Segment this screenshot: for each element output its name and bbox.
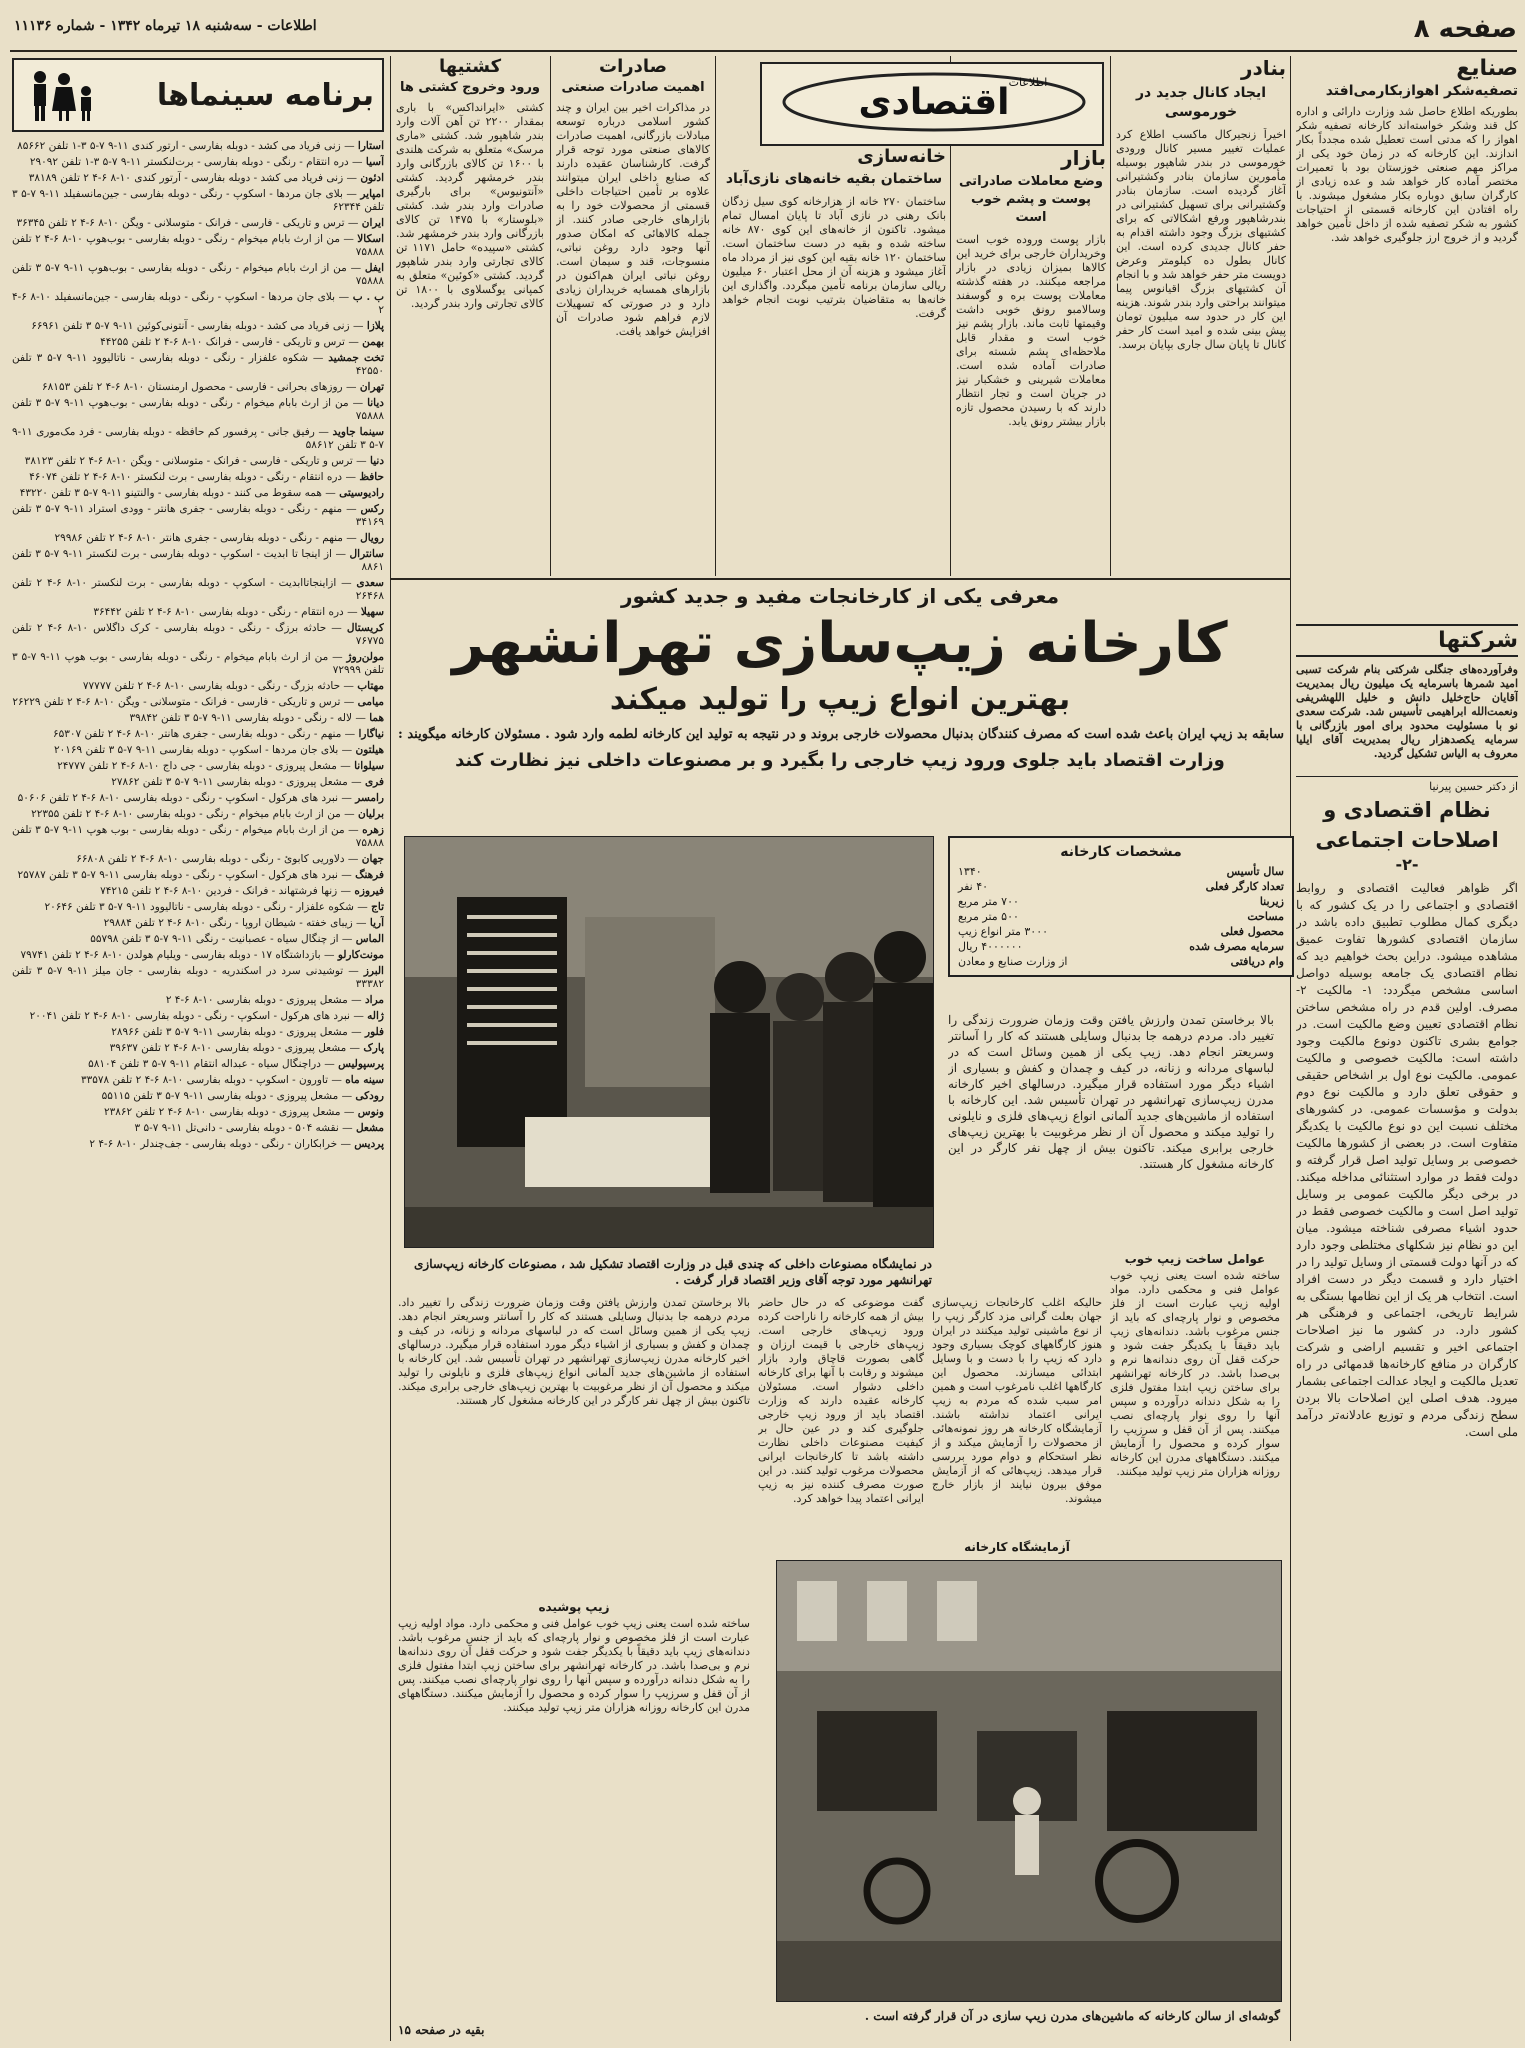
spec-value: ۴۰۰۰۰۰۰ ریال <box>958 940 1023 953</box>
cinema-name: دیانا <box>367 397 384 409</box>
cinema-listing: الماس — از چنگال سیاه - عصبانیت - رنگی ۱۱-۹ ۷-۵ ۳ تلفن ۵۵۷۹۸ <box>90 933 384 945</box>
cinema-name: ژاله <box>367 1010 384 1022</box>
cinema-name: مهتاب <box>357 680 384 692</box>
feature-lower-mid-right <box>932 1296 1102 1557</box>
cinema-listing: سیلوانا — مشعل پیروزی - دوبله بفارسی - جی داج ۱۰-۸ ۶-۴ ۲ تلفن ۲۴۷۷۷ <box>57 760 384 772</box>
cinema-program: نبرد های هرکول - اسکوپ - رنگی - دوبله بفارسی ۱۱-۹ ۷-۵ ۳ تلفن ۲۵۷۸۷ <box>17 869 338 881</box>
cinema-name: جهان <box>361 853 384 865</box>
cinema-name: ادئون <box>360 172 384 184</box>
spec-row <box>958 909 1284 924</box>
cinema-program: زنی فریاد می کشد - دوبله بفارسی - آنتونی‌کوئین ۱۱-۹ ۷-۵ ۳ تلفن ۶۶۹۶۱ <box>31 320 350 332</box>
cinema-listing: سهیلا — دره انتقام - رنگی - دوبله بفارسی ۱۰-۸ ۶-۴ ۲ تلفن ۳۶۴۴۲ <box>93 606 384 618</box>
cinema-name: رویال <box>360 532 384 544</box>
industries-headline: تصفیه‌شکر اهوازبکارمی‌افتد <box>1325 83 1518 99</box>
cinema-program: منهم - رنگی - دوبله بفارسی - جفری هانتر - وودی استراد ۱۱-۹ ۷-۵ ۳ تلفن ۳۴۱۶۹ <box>12 503 384 528</box>
cinema-listing: دیانا — من از ارث بابام میخوام - رنگی - دوبله بفارسی - بوب‌هوپ ۱۱-۹ ۷-۵ ۳ تلفن ۷۵۸۸۸ <box>12 397 384 422</box>
essay-byline: از دکتر حسین پیرنیا <box>1296 776 1518 793</box>
cinema-title: برنامه سینماها <box>156 77 374 113</box>
housing-title: خانه‌سازی <box>857 146 946 167</box>
cinema-listing: رادیوسیتی — همه سقوط می کنند - دوبله بفارسی - والنتینو ۱۱-۹ ۷-۵ ۳ تلفن ۴۳۲۲۰ <box>19 487 384 499</box>
cinema-name: سیلوانا <box>354 760 384 772</box>
cinema-listing: کریستال — حادثه برزگ - رنگی - دوبله بفارسی - کرک داگلاس ۱۰-۸ ۶-۴ ۲ تلفن ۷۶۷۷۵ <box>12 622 384 647</box>
cinema-program: توشیدنی سرد در اسکندریه - دوبله بفارسی - جان میلز ۱۱-۹ ۷-۵ ۳ تلفن ۳۳۳۸۲ <box>12 965 384 990</box>
essay-part: -۲- <box>1395 855 1419 874</box>
housing-headline: ساختمان بقیه خانه‌های نازی‌آباد <box>725 171 943 187</box>
cinema-listing: آستارا — زنی فریاد می کشد - دوبله بفارسی - آرتور کندی ۱۱-۹ ۷-۵ ۳-۱ تلفن ۸۵۶۶۲ <box>17 140 384 152</box>
cinema-listing: پلازا — زنی فریاد می کشد - دوبله بفارسی - آنتونی‌کوئین ۱۱-۹ ۷-۵ ۳ تلفن ۶۶۹۶۱ <box>31 320 384 332</box>
cinema-listing: ادئون — زنی فریاد می کشد - دوبله بفارسی - آرتور کندی ۱۰-۸ ۶-۴ ۲ تلفن ۳۸۱۸۹ <box>28 172 384 184</box>
spec-value: ۷۰۰ متر مربع <box>958 895 1019 908</box>
cinema-program: بلای جان مردها - اسکوپ - دوبله بفارسی ۱۱-۹ ۷-۵ ۳ تلفن ۲۰۱۶۹ <box>53 744 339 756</box>
cinema-name: پرسپولیس <box>338 1058 384 1070</box>
cinema-listing: فری — مشعل پیروزی - دوبله بفارسی ۱۱-۹ ۷-۵ ۳ تلفن ۲۷۸۶۲ <box>111 776 384 788</box>
spec-value: ۳۰۰۰ متر انواع زیپ <box>958 925 1049 938</box>
cinema-program: روزهای بحرانی - فارسی - محصول ارمنستان ۱۰-۸ ۶-۴ ۲ تلفن ۶۸۱۵۳ <box>42 381 343 393</box>
cinema-program: حادثه برزگ - رنگی - دوبله بفارسی - کرک داگلاس ۱۰-۸ ۶-۴ ۲ تلفن ۷۶۷۷۵ <box>12 622 384 647</box>
cinema-name: برلیان <box>358 808 384 820</box>
cinema-name: سانترال <box>349 548 384 560</box>
cinema-listing: هما — لاله - رنگی - دوبله بفارسی ۱۱-۹ ۷-۵ ۳ تلفن ۳۹۸۴۲ <box>129 712 384 724</box>
cinema-name: آستارا <box>357 140 384 152</box>
economy-masthead <box>760 62 1104 146</box>
cinema-listing: تخت جمشید — شکوه علفزار - رنگی - دوبله بفارسی - ناتالیوود ۱۱-۹ ۷-۵ ۳ تلفن ۴۲۵۵۰ <box>12 352 384 377</box>
cinema-name: اسکالا <box>357 233 384 245</box>
specs-list <box>958 864 1284 969</box>
industries-section <box>1296 56 1518 509</box>
cinema-name: کریستال <box>346 622 384 634</box>
family-silhouette-icon <box>22 67 102 123</box>
cinema-program: زنی فریاد می کشد - دوبله بفارسی - آرتور کندی ۱۱-۹ ۷-۵ ۳-۱ تلفن ۸۵۶۶۲ <box>17 140 341 152</box>
cinema-listing: زهره — من از ارث بابام میخوام - رنگی - دوبله بفارسی - بوب هوپ ۱۱-۹ ۷-۵ ۳ تلفن ۷۵۸۸۸ <box>12 824 384 849</box>
cinema-name: بهمن <box>362 336 384 348</box>
cinema-program: منهم - رنگی - دوبله بفارسی - جفری هانتر ۱۰-۸ ۶-۴ ۲ تلفن ۶۵۳۰۷ <box>52 728 342 740</box>
companies-body: وفرآورده‌های جنگلی شرکتی بنام شرکت تسبی امید شمرها باسرمایه یک میلیون ریال بمدیریت آقایان حاج‌خلیل دانش و خلیل اللهشریفی ونعمت‌الله ابراهیمی تأسیس شد. شرکت سعدی نو با مسئولیت محدود برای امور بازرگانی با سرمایه یکصدهزار ریال بمدیریت آقای ایلیا معروف به الیاس تشکیل گردید. <box>1296 663 1518 760</box>
cinema-listing: حافظ — دره انتقام - رنگی - دوبله بفارسی - برت لنکستر ۱۰-۸ ۶-۴ ۲ تلفن ۴۶۰۷۴ <box>29 471 384 483</box>
cinema-program: مشعل پیروزی - دوبله بفارسی ۱۱-۹ ۷-۵ ۳ تلفن ۲۸۹۶۶ <box>111 1026 348 1038</box>
cinema-listing: پارک — مشعل پیروزی - دوبله بفارسی ۱۰-۸ ۶-۴ ۲ تلفن ۳۹۶۳۷ <box>109 1042 384 1054</box>
cinema-program: حادثه بزرگ - رنگی - دوبله بفارسی ۱۰-۸ ۶-۴ ۲ تلفن ۷۷۷۷۷ <box>82 680 341 692</box>
cinema-name: رامسر <box>355 792 384 804</box>
cinema-name: تهران <box>359 381 384 393</box>
cinema-name: سینما جاوید <box>332 426 384 438</box>
cinema-name: تخت جمشید <box>328 352 384 364</box>
cinema-listing: ژاله — نبرد های هرکول - اسکوپ - رنگی - دوبله بفارسی ۱۰-۸ ۶-۴ ۲ تلفن ۲۰۰۴۱ <box>29 1010 384 1022</box>
cinema-program: مشعل پیروزی - دوبله بفارسی - جی داج ۱۰-۸ ۶-۴ ۲ تلفن ۲۴۷۷۷ <box>57 760 337 772</box>
cinema-program: مشعل پیروزی - دوبله بفارسی ۱۱-۹ ۷-۵ ۳ تلفن ۵۵۱۱۵ <box>101 1090 339 1102</box>
factory-floor-caption: گوشه‌ای از سالن کارخانه که ماشین‌های مدرن زیپ سازی در آن قرار گرفته است . <box>864 2009 1280 2023</box>
spec-label: زیربنا <box>1259 895 1284 908</box>
cinema-name: البرز <box>363 965 384 977</box>
cinema-program: بازداشتگاه ۱۷ - دوبله بفارسی - ویلیام هولدن ۱۰-۸ ۶-۴ ۲ تلفن ۷۹۷۴۱ <box>20 949 321 961</box>
feature-lower-left <box>398 1296 750 2037</box>
shipping-headline: ورود وخروج کشتی ها <box>399 80 541 95</box>
spec-value: ۴۰ نفر <box>958 880 989 893</box>
feature-col2-continued: ساخته شده است یعنی زیپ خوب عوامل فنی و محکمی دارد. مواد اولیه زیپ عبارت است از فلز مخصوص و نوار پارچه‌ای که باید از جنس مرغوب باشد. دندانه‌های زیپ باید دقیقاً با یکدیگر جفت شود و حرکت قفل آن روی دندانه‌ها نرم و بی‌صدا باشد. در کارخانه تهرانشهر برای ساختن زیپ ابتدا مفتول فلزی را به شکل دندانه درآورده و سپس آنها را روی نوار پارچه‌ای نصب میکنند. پس از آن قفل و سرزیپ را سوار کرده و محصول را آزمایش میکنند. دستگاههای مدرن این کارخانه روزانه هزاران متر زیپ تولید میکنند. <box>398 1617 750 1714</box>
dateline: اطلاعات - سه‌شنبه ۱۸ تیرماه ۱۳۴۲ - شماره ۱۱۱۳۶ <box>14 18 317 34</box>
cinema-program: ترس و تاریکی - فارسی - فرانک - متوسلانی - ویگن ۱۰-۸ ۶-۴ ۲ تلفن ۳۸۱۲۳ <box>24 455 353 467</box>
spec-value: ۱۳۴۰ <box>958 865 982 878</box>
cinema-program: خرابکاران - رنگی - دوبله بفارسی - جف‌چندلر ۱۰-۸ ۶-۴ ۲ <box>89 1138 338 1150</box>
cinema-listing: بهمن — ترس و تاریکی - فارسی - فرانک ۱۰-۸ ۶-۴ ۲ تلفن ۴۴۲۵۵ <box>100 336 384 348</box>
cinema-listing: جهان — دلاوریی کابوئ - رنگی - دوبله بفارسی ۱۰-۸ ۶-۴ ۲ تلفن ۶۶۸۰۸ <box>76 853 384 865</box>
cinema-name: رکس <box>360 503 384 515</box>
exports-section <box>556 56 710 549</box>
cinema-listing: سعدی — ازاینجاتاابدیت - اسکوپ - دوبله بفارسی - برت لنکستر ۱۰-۸ ۶-۴ ۲ تلفن ۲۶۴۶۸ <box>12 577 384 602</box>
bazaar-headline: وضع معاملات صادراتی پوست و پشم خوب است <box>959 174 1103 225</box>
cinema-program: بلای جان مردها - اسکوپ - رنگی - دوبله بفارسی - جین‌مانسفیلد ۱۱-۹ ۷-۵ ۳ تلفن ۶۲۳۴۴ <box>12 188 384 213</box>
cinema-listing: ایران — ترس و تاریکی - فارسی - فرانک - متوسلانی - ویگن ۱۰-۸ ۶-۴ ۲ تلفن ۳۶۳۴۵ <box>16 217 384 229</box>
cinema-name: دنیا <box>370 455 384 467</box>
cinema-listing: برلیان — من از ارث بابام میخوام - رنگی - دوبله بفارسی ۱۰-۸ ۶-۴ ۲ تلفن ۲۲۳۵۵ <box>31 808 384 820</box>
cinema-program: ترس و تاریکی - فارسی - فرانک - متوسلانی - ویگن ۱۰-۸ ۶-۴ ۲ تلفن ۳۶۳۴۵ <box>16 217 345 229</box>
cinema-listing: آسیا — دره انتقام - رنگی - دوبله بفارسی - برت‌لنکستر ۱۱-۹ ۷-۵ ۳-۱ تلفن ۲۹۰۹۲ <box>29 156 384 168</box>
cinema-name: نیاگارا <box>358 728 384 740</box>
cinema-listing: مشعل — نقشه ۵۰۴ - دوبله بفارسی - دانی‌تل ۱۱-۹ ۷-۵ ۳ <box>134 1122 384 1134</box>
cinema-name: هما <box>369 712 384 724</box>
cinema-list <box>12 140 384 2020</box>
spec-label: سال تأسیس <box>1226 865 1284 878</box>
cinema-program: ترس و تاریکی - فارسی - فرانک ۱۰-۸ ۶-۴ ۲ تلفن ۴۴۲۵۵ <box>100 336 345 348</box>
essay-body: اگر ظواهر فعالیت اقتصادی و روابط اقتصادی و اجتماعی را در یک کشور که با دیگری کمال مطلوب تطبیق داده باشد در سازمان اقتصادی کشورها تفاوت عمیق مشاهده میشود. دراین بحث خواهیم دید که نظام اقتصادی یک جامعه بوسیله دواصل اساسی مشخص میگردد: ۱- مالکیت ۲- مصرف. اولین قدم در راه مشخص ساختن نظام اقتصادی تعیین وضع مالکیت است. در جوامع بشری تاکنون دونوع مالکیت وجود داشته است: مالکیت خصوصی و مالکیت عمومی. مالکیت نوع اول بر اشخاص حقیقی و حقوقی تعلق دارد و مالکیت نوع دوم بدولت و مؤسسات عمومی. در کشورهای مختلف نسبت این دو نوع مالکیت با یکدیگر متفاوت است. در بعضی از کشورها مالکیت خصوصی بر وسایل تولید اصل قرار گرفته و دولت فقط در موارد استثنائی مداخله میکند. در برخی دیگر مالکیت عمومی بر وسایل تولید اصل است و مالکیت خصوصی فقط در حدود اشیاء مصرفی شناخته میشود. میان این دو نظام نیز شکلهای مختلطی وجود دارد که در آنها دولت قسمتی از وسایل تولید را در اختیار دارد و قسمت دیگر در دست افراد است. انتخاب هر یک از این نظامها بستگی به شرایط تاریخی، اجتماعی و فرهنگی هر کشور دارد. در کشور ما نیز اصلاحات اجتماعی اخیر و تقسیم اراضی و شرکت کارگران در منافع کارخانه‌ها قدمهائی در راه تعدیل مالکیت و ایجاد عدالت اجتماعی بشمار میرود. هدف اصلی این اصلاحات بالا بردن سطح زندگی مردم و توزیع عادلانه‌تر درآمد ملی است. <box>1296 881 1518 1439</box>
continued-notice: بقیه در صفحه ۱۵ <box>398 2023 485 2037</box>
cinema-listing: مهتاب — حادثه بزرگ - رنگی - دوبله بفارسی ۱۰-۸ ۶-۴ ۲ تلفن ۷۷۷۷۷ <box>82 680 384 692</box>
cinema-name: ایفل <box>364 262 384 274</box>
feature-col1: بالا برخاستن تمدن وارزش یافتن وقت وزمان ضرورت زندگی را تغییر داد. مردم درهمه جا بدنبال وسایلی هستند که کار را آسانتر وسریعتر انجام دهد. زیپ یکی از همین وسائل است که در لباسهای مردانه و زنانه، در کیف و چمدان و کفش و بسیاری از اشیاء دیگر مورد استفاده قرار میگیرد. درسالهای اخیر کارخانه مدرن زیپ‌سازی تهرانشهر در تهران تأسیس شد. این کارخانه با استفاده از ماشین‌های جدید آلمانی انواع زیپ‌های فلزی و نایلونی را تولید میکند و محصول آن از نظر مرغوبیت با بهترین زیپ‌های خارجی برابری میکند. تاکنون بیش از چهل نفر کارگر در این کارخانه مشغول کار هستند. <box>948 1013 1274 1171</box>
cinema-listing: فلور — مشعل پیروزی - دوبله بفارسی ۱۱-۹ ۷-۵ ۳ تلفن ۲۸۹۶۶ <box>111 1026 384 1038</box>
spec-label: وام دریافتی <box>1230 955 1284 968</box>
ports-section <box>1116 56 1286 574</box>
masthead-logo-icon <box>766 64 1102 140</box>
cinema-listing: دنیا — ترس و تاریکی - فارسی - فرانک - متوسلانی - ویگن ۱۰-۸ ۶-۴ ۲ تلفن ۳۸۱۲۳ <box>24 455 384 467</box>
cinema-name: زهره <box>362 824 384 836</box>
cinema-program: زیبای خفته - شیطان اروپا - رنگی ۱۰-۸ ۶-۴ ۲ تلفن ۲۹۸۸۴ <box>103 917 353 929</box>
cinema-program: مشعل پیروزی - دوبله بفارسی ۱۰-۸ ۶-۴ ۲ تلفن ۲۳۸۶۲ <box>103 1106 341 1118</box>
cinema-listing: سینه ماه — تاورون - اسکوپ - دوبله بفارسی ۱۰-۸ ۶-۴ ۲ تلفن ۳۳۵۷۸ <box>80 1074 384 1086</box>
spec-row <box>958 864 1284 879</box>
ports-title: بنادر <box>1241 56 1286 80</box>
cinema-program: شکوه علفزار - رنگی - دوبله بفارسی - ناتالیوود ۱۱-۹ ۷-۵ ۳ تلفن ۴۲۵۵۰ <box>12 352 384 377</box>
cinema-listing: نیاگارا — منهم - رنگی - دوبله بفارسی - جفری هانتر ۱۰-۸ ۶-۴ ۲ تلفن ۶۵۳۰۷ <box>52 728 384 740</box>
cinema-listing: رودکی — مشعل پیروزی - دوبله بفارسی ۱۱-۹ ۷-۵ ۳ تلفن ۵۵۱۱۵ <box>101 1090 384 1102</box>
factory-floor-photo <box>776 1560 1282 2002</box>
spec-label: سرمایه مصرف شده <box>1189 940 1284 953</box>
cinema-program: همه سقوط می کنند - دوبله بفارسی - والنتینو ۱۱-۹ ۷-۵ ۳ تلفن ۴۳۲۲۰ <box>19 487 322 499</box>
spec-value: از وزارت صنایع و معادن <box>958 955 1068 968</box>
cinema-name: امپایر <box>360 188 384 200</box>
cinema-listing: سانترال — از اینجا تا ابدیت - اسکوپ - دوبله بفارسی - برت لنکستر ۱۱-۹ ۷-۵ ۳ تلفن ۸۸۶۱ <box>12 548 384 573</box>
feature-subheadline: بهترین انواع زیپ را تولید میکند <box>609 682 1071 717</box>
cinema-listing: مراد — مشعل پیروزی - دوبله بفارسی ۱۰-۸ ۶-۴ ۲ <box>165 994 384 1006</box>
cinema-name: سینه ماه <box>345 1074 384 1086</box>
cinema-name: مولن‌روژ <box>346 651 384 663</box>
shipping-title: کشتیها <box>438 56 502 77</box>
feature-intro: سابقه بد زیپ ایران باعث شده است که مصرف کنندگان بدنبال محصولات خارجی بروند و در نتیجه به تولید این کارخانه لطمه وارد شود . مسئولان کارخانه میگویند : <box>398 727 1284 742</box>
cinema-listing: پرسپولیس — دراچنگال سیاه - عبداله انتقام ۱۱-۹ ۷-۵ ۳ تلفن ۵۸۱۰۴ <box>88 1058 384 1070</box>
header-rule <box>10 50 1517 52</box>
cinema-name: مراد <box>364 994 384 1006</box>
cinema-listing: فرهنگ — نبرد های هرکول - اسکوپ - رنگی - دوبله بفارسی ۱۱-۹ ۷-۵ ۳ تلفن ۲۵۷۸۷ <box>17 869 384 881</box>
cinema-name: پارک <box>363 1042 384 1054</box>
cinema-program: از چنگال سیاه - عصبانیت - رنگی ۱۱-۹ ۷-۵ ۳ تلفن ۵۵۷۹۸ <box>90 933 339 945</box>
feature-highlight: وزارت اقتصاد باید جلوی ورود زیپ خارجی را بگیرد و بر مصنوعات داخلی نیز نظارت کند <box>455 750 1225 771</box>
cinema-listing: آریا — زیبای خفته - شیطان اروپا - رنگی ۱۰-۸ ۶-۴ ۲ تلفن ۲۹۸۸۴ <box>103 917 384 929</box>
cinema-program: نبرد های هرکول - اسکوپ - رنگی - دوبله بفارسی ۱۰-۸ ۶-۴ ۲ تلفن ۵۰۶۰۶ <box>17 792 339 804</box>
exhibition-photo-caption: در نمایشگاه مصنوعات داخلی که چندی قبل در وزارت اقتصاد تشکیل شد ، مصنوعات کارخانه زیپ‌سازی تهرانشهر مورد توجه آقای وزیر اقتصاد قرار گرفت . <box>414 1257 932 1287</box>
bazaar-title: بازار <box>1061 146 1106 170</box>
cinema-name: ایران <box>361 217 384 229</box>
spec-row <box>958 879 1284 894</box>
cinema-program: دره انتقام - رنگی - دوبله بفارسی ۱۰-۸ ۶-۴ ۲ تلفن ۳۶۴۴۲ <box>93 606 344 618</box>
cinema-name: ب . ب <box>352 291 384 303</box>
bazaar-body: بازار پوست وروده خوب است وخریداران خارجی برای خرید این کالاها بمیزان زیادی در بازار مراجعه میکنند. در هفته گذشته معاملات پوست بره و گوسفند وسالامبو رونق خوبی داشت وقیمتها ثابت ماند. بازار پشم نیز خوب است و مقدار قابل ملاحظه‌ای پشم شسته برای صادرات آماده شده است. معاملات شیرینی و خشکبار نیز در جریان است و تجار انتظار دارند که با رسیدن محصول تازه بازار بیشتر رونق یابد. <box>956 233 1106 428</box>
svg-text:اقتصادی: اقتصادی <box>858 82 1010 123</box>
cinema-program: من از ارث بابام میخوام - رنگی - دوبله بفارسی - بوب هوپ ۱۱-۹ ۷-۵ ۳ تلفن ۷۵۸۸۸ <box>12 824 384 849</box>
cinema-listing: ونوس — مشعل پیروزی - دوبله بفارسی ۱۰-۸ ۶-۴ ۲ تلفن ۲۳۸۶۲ <box>103 1106 384 1118</box>
cinema-banner <box>12 58 384 132</box>
cinema-listing: رامسر — نبرد های هرکول - اسکوپ - رنگی - دوبله بفارسی ۱۰-۸ ۶-۴ ۲ تلفن ۵۰۶۰۶ <box>17 792 384 804</box>
cinema-listing: ایفل — من از ارث بابام میخوام - رنگی - دوبله بفارسی - بوب‌هوپ ۱۱-۹ ۷-۵ ۳ تلفن ۷۵۸۸۸ <box>12 262 384 287</box>
cinema-name: فرهنگ <box>355 869 384 881</box>
cinema-program: رفیق جانی - پرفسور کم حافظه - دوبله بفارسی - فرد مک‌موری ۱۱-۹ ۷-۵ ۳ تلفن ۵۸۶۱۲ <box>12 426 384 451</box>
cinema-program: زنی فریاد می کشد - دوبله بفارسی - آرتور کندی ۱۰-۸ ۶-۴ ۲ تلفن ۳۸۱۸۹ <box>28 172 344 184</box>
cinema-program: منهم - رنگی - دوبله بفارسی - جفری هانتر ۱۰-۸ ۶-۴ ۲ تلفن ۲۹۹۸۶ <box>54 532 343 544</box>
spec-row <box>958 894 1284 909</box>
housing-body: ساختمان ۲۷۰ خانه از هزارخانه کوی سیل زدگان بانک رهنی در نازی آباد تا پایان امسال تمام میشود. تاکنون از خانه‌های این کوی ۸۷۰ خانه ساخته شده و بقیه در دست ساختمان است. ساختمان ۱۲۰ خانه بقیه این کوی نیز از مرداد ماه آغاز میشود و هزینه آن از محل اعتبار ۶۰ میلیون ریالی سازمان برنامه تأمین میگردد. واگذاری این خانه‌ها به متقاضیان بترتیب نوبت انجام خواهد گرفت. <box>722 195 946 320</box>
cinema-listing: پردیس — خرابکاران - رنگی - دوبله بفارسی - جف‌چندلر ۱۰-۸ ۶-۴ ۲ <box>89 1138 384 1150</box>
ports-headline: ایجاد کانال جدید در خورموسی <box>1135 85 1267 120</box>
essay-section <box>1296 776 1518 2040</box>
shipping-body: کشتی «ایرانداکس» با باری بمقدار ۲۲۰۰ تن آهن آلات وارد بندر شاهپور شد. کشتی «ماری مرسک» متعلق به شرکت هلندی با ۱۶۰۰ تن کالای بازرگانی وارد بندر خرمشهر گردید. کشتی «آنتونیوس» برای بارگیری صادرات وارد بندر شد. کشتی «بلوستار» با ۱۴۷۵ تن کالای بازرگانی وارد بندر خرمشهر شد. کشتی «سپیده» حامل ۱۱۷۱ تن کالای تجارتی وارد بندر شاهپور گردید. کشتی «کوئین» متعلق به کمپانی یوگسلاوی با ۱۸۰۰ تن کالای تجارتی وارد بندر گردید. <box>396 101 544 310</box>
factory-specs-box <box>948 836 1294 977</box>
sub-lab: آزمایشگاه کارخانه <box>964 1540 1070 1554</box>
spec-row <box>958 939 1284 954</box>
cinema-program: دره انتقام - رنگی - دوبله بفارسی - برت‌لنکستر ۱۱-۹ ۷-۵ ۳-۱ تلفن ۲۹۰۹۲ <box>29 156 349 168</box>
cinema-name: پلازا <box>366 320 384 332</box>
cinema-listing: تهران — روزهای بحرانی - فارسی - محصول ارمنستان ۱۰-۸ ۶-۴ ۲ تلفن ۶۸۱۵۳ <box>42 381 384 393</box>
cinema-listing: البرز — توشیدنی سرد در اسکندریه - دوبله بفارسی - جان میلز ۱۱-۹ ۷-۵ ۳ تلفن ۳۳۳۸۲ <box>12 965 384 990</box>
cinema-listing: مونت‌کارلو — بازداشتگاه ۱۷ - دوبله بفارسی - ویلیام هولدن ۱۰-۸ ۶-۴ ۲ تلفن ۷۹۷۴۱ <box>20 949 384 961</box>
cinema-program: مشعل پیروزی - دوبله بفارسی ۱۰-۸ ۶-۴ ۲ <box>165 994 348 1006</box>
cinema-name: رادیوسیتی <box>339 487 384 499</box>
cinema-program: زنها فرشتهاند - فرانک - فردین ۱۰-۸ ۶-۴ ۲ تلفن ۷۴۲۱۵ <box>100 885 338 897</box>
cinema-listing: رویال — منهم - رنگی - دوبله بفارسی - جفری هانتر ۱۰-۸ ۶-۴ ۲ تلفن ۲۹۹۸۶ <box>54 532 384 544</box>
cinema-listing: مولن‌روژ — من از ارث بابام میخوام - رنگی - دوبله بفارسی - بوب هوپ ۱۱-۹ ۷-۵ ۳ تلفن ۷۲۹۹۹ <box>12 651 384 676</box>
cinema-name: الماس <box>355 933 384 945</box>
cinema-program: دلاوریی کابوئ - رنگی - دوبله بفارسی ۱۰-۸ ۶-۴ ۲ تلفن ۶۶۸۰۸ <box>76 853 345 865</box>
cinema-name: آسیا <box>365 156 384 168</box>
exports-body: در مذاکرات اخیر بین ایران و چند کشور اسلامی درباره توسعه مبادلات بازرگانی، اهمیت صادرات کالاهای صنعتی مورد توجه قرار گرفت. کارشناسان عقیده دارند که صنایع داخلی ایران میتوانند علاوه بر تأمین احتیاجات داخلی قسمتی از محصولات خود را به بازارهای خارجی صادر کنند. از جمله کالاهائی که امکان صدور آنها وجود دارد روغن نباتی، منسوجات، قند و سیمان است. روغن نباتی ایران هم‌اکنون در بازارهای همسایه خریداران زیادی دارد و در صورتی که تسهیلات لازم فراهم شود صادرات آن افزایش خواهد یافت. <box>556 101 710 338</box>
exports-title: صادرات <box>598 56 667 77</box>
feature-col4: گفت موضوعی که در حال حاضر بیش از همه کارخانه را ناراحت کرده ورود زیپ‌های خارجی است. زیپ‌های خارجی با قیمت ارزان و گاهی بصورت قاچاق وارد بازار میشوند و رقابت با آنها برای کارخانه داخلی دشوار است. مسئولان کارخانه عقیده دارند که وزارت اقتصاد باید از ورود زیپ خارجی جلوگیری کند و در عین حال بر کیفیت مصنوعات داخلی نظارت داشته باشد تا کارخانجات ایرانی محصولات مرغوب تولید کنند. در این صورت مصرف کننده نیز به زیپ ایرانی اعتماد پیدا خواهد کرد. <box>758 1296 924 1505</box>
spec-label: تعداد کارگر فعلی <box>1205 880 1284 893</box>
feature-col2: ساخته شده است یعنی زیپ خوب عوامل فنی و محکمی دارد. مواد اولیه زیپ عبارت است از فلز مخصوص و نوار پارچه‌ای که باید از جنس مرغوب باشد. دندانه‌های زیپ باید دقیقاً با یکدیگر جفت شود و حرکت قفل آن روی دندانه‌ها نرم و بی‌صدا باشد. در کارخانه تهرانشهر برای ساختن زیپ ابتدا مفتول فلزی را به شکل دندانه درآورده و سپس آنها را روی نوار پارچه‌ای نصب میکنند. پس از آن قفل و سرزیپ را سوار کرده و محصول را آزمایش میکنند. دستگاههای مدرن این کارخانه روزانه هزاران متر زیپ تولید میکنند. <box>1110 1269 1280 1478</box>
cinema-program: مشعل پیروزی - دوبله بفارسی ۱۰-۸ ۶-۴ ۲ تلفن ۳۹۶۳۷ <box>109 1042 347 1054</box>
cinema-listing: رکس — منهم - رنگی - دوبله بفارسی - جفری هانتر - وودی استراد ۱۱-۹ ۷-۵ ۳ تلفن ۳۴۱۶۹ <box>12 503 384 528</box>
essay-title: نظام اقتصادی و اصلاحات اجتماعی <box>1315 798 1499 852</box>
cinema-program: شکوه علفزار - رنگی - دوبله بفارسی - ناتالیوود ۱۱-۹ ۷-۵ ۳ تلفن ۲۰۶۴۶ <box>44 901 354 913</box>
cinema-name: مونت‌کارلو <box>337 949 384 961</box>
exhibition-photo <box>404 836 934 1248</box>
cinema-program: ترس و تاریکی - فارسی - فرانک - متوسلانی - ویگن ۱۰-۸ ۶-۴ ۲ تلفن ۲۶۲۲۹ <box>12 696 341 708</box>
shipping-section <box>396 56 544 549</box>
cinema-program: از اینجا تا ابدیت - اسکوپ - دوبله بفارسی - برت لنکستر ۱۱-۹ ۷-۵ ۳ تلفن ۸۸۶۱ <box>12 548 384 573</box>
cinema-program: من از ارث بابام میخوام - رنگی - دوبله بفارسی - بوب‌هوپ ۱۱-۹ ۷-۵ ۳ تلفن ۷۵۸۸۸ <box>12 397 384 422</box>
feature-lower-mid-left <box>758 1296 924 1536</box>
cinema-name: سعدی <box>356 577 384 589</box>
page-number: صفحه ۸ <box>1413 14 1517 44</box>
cinema-program: دراچنگال سیاه - عبداله انتقام ۱۱-۹ ۷-۵ ۳ تلفن ۵۸۱۰۴ <box>88 1058 321 1070</box>
cinema-name: رودکی <box>355 1090 384 1102</box>
feature-kicker: معرفی یکی از کارخانجات مفید و جدید کشور <box>620 584 1060 608</box>
feature-col1-continued: بالا برخاستن تمدن وارزش یافتن وقت وزمان ضرورت زندگی را تغییر داد. مردم درهمه جا بدنبال وسایلی هستند که کار را آسانتر وسریعتر انجام دهد. زیپ یکی از همین وسائل است که در لباسهای مردانه و زنانه، در کیف و چمدان و کفش و بسیاری از اشیاء دیگر مورد استفاده قرار میگیرد. درسالهای اخیر کارخانه مدرن زیپ‌سازی تهرانشهر در تهران تأسیس شد. این کارخانه با استفاده از ماشین‌های جدید آلمانی انواع زیپ‌های فلزی و نایلونی را تولید میکند و محصول آن از نظر مرغوبیت با بهترین زیپ‌های خارجی برابری میکند. تاکنون بیش از چهل نفر کارگر در این کارخانه مشغول کار هستند. <box>398 1296 750 1407</box>
cinema-name: آریا <box>369 917 384 929</box>
cinema-listing: تاج — شکوه علفزار - رنگی - دوبله بفارسی - ناتالیوود ۱۱-۹ ۷-۵ ۳ تلفن ۲۰۶۴۶ <box>44 901 384 913</box>
cinema-program: بلای جان مردها - اسکوپ - رنگی - دوبله بفارسی - جین‌مانسفیلد ۱۰-۸ ۶-۴ ۲ <box>12 291 384 316</box>
housing-section <box>722 146 946 555</box>
bazaar-section <box>956 146 1106 579</box>
feature-headline: کارخانه زیپ‌سازی تهرانشهر <box>452 611 1228 676</box>
cinema-name: سهیلا <box>360 606 384 618</box>
companies-section <box>1296 624 1518 781</box>
cinema-name: میامی <box>357 696 384 708</box>
cinema-listing: امپایر — بلای جان مردها - اسکوپ - رنگی - دوبله بفارسی - جین‌مانسفیلد ۱۱-۹ ۷-۵ ۳ تلفن ۶۲۳۴۴ <box>12 188 384 213</box>
cinema-program: تاورون - اسکوپ - دوبله بفارسی ۱۰-۸ ۶-۴ ۲ تلفن ۳۳۵۷۸ <box>80 1074 329 1086</box>
spec-value: ۵۰۰ متر مربع <box>958 910 1019 923</box>
cinema-program: من از ارث بابام میخوام - رنگی - دوبله بفارسی - بوب هوپ ۱۱-۹ ۷-۵ ۳ تلفن ۷۲۹۹۹ <box>12 651 384 676</box>
exports-headline: اهمیت صادرات صنعتی <box>561 80 705 95</box>
cinema-name: ونوس <box>357 1106 384 1118</box>
spec-label: مساحت <box>1247 910 1284 923</box>
cinema-program: دره انتقام - رنگی - دوبله بفارسی - برت لنکستر ۱۰-۸ ۶-۴ ۲ تلفن ۴۶۰۷۴ <box>29 471 343 483</box>
cinema-program: من از ارث بابام میخوام - رنگی - دوبله بفارسی - بوب‌هوپ ۱۱-۹ ۷-۵ ۳ تلفن ۷۵۸۸۸ <box>12 262 384 287</box>
cinema-program: لاله - رنگی - دوبله بفارسی ۱۱-۹ ۷-۵ ۳ تلفن ۳۹۸۴۲ <box>129 712 352 724</box>
cinema-listing: هیلتون — بلای جان مردها - اسکوپ - دوبله بفارسی ۱۱-۹ ۷-۵ ۳ تلفن ۲۰۱۶۹ <box>53 744 384 756</box>
cinema-name: پردیس <box>354 1138 384 1150</box>
ports-body: اخیراً زنجیرکال ماکسب اطلاع کرد عملیات تغییر مسیر کانال ورودی خورموسی در بندر شاهپور بوسیله مأمورین سازمان بنادر وکشتیرانی آغاز گردیده است. سازمان بنادر وکشتیرانی برای تسهیل کشتیرانی در بندرشاهپور ورفع اشکالاتی که برای کشتیهای بزرگ وجود داشته اقدام به حفر کانال جدیدی کرده است. این کانال بطول ده کیلومتر وعرض دویست متر حفر خواهد شد و با انجام آن کشتیهای بزرگ اقیانوس پیما میتوانند براحتی وارد بندر شوند. هزینه این کار در حدود سه میلیون تومان پیش بینی شده و امید است کار حفر کانال تا پایان سال جاری بپایان برسد. <box>1116 128 1286 351</box>
cinema-program: من از ارث بابام میخوام - رنگی - دوبله بفارسی ۱۰-۸ ۶-۴ ۲ تلفن ۲۲۳۵۵ <box>31 808 341 820</box>
spec-row <box>958 924 1284 939</box>
cinema-program: نبرد های هرکول - اسکوپ - رنگی - دوبله بفارسی ۱۰-۸ ۶-۴ ۲ تلفن ۲۰۰۴۱ <box>29 1010 350 1022</box>
cinema-name: فیروزه <box>354 885 384 897</box>
spec-row <box>958 954 1284 969</box>
cinema-name: حافظ <box>359 471 384 483</box>
cinema-program: من از ارث بابام میخوام - رنگی - دوبله بفارسی - بوب‌هوپ ۱۰-۸ ۶-۴ ۲ تلفن ۷۵۸۸۸ <box>12 233 384 258</box>
specs-title: مشخصات کارخانه <box>1060 844 1182 860</box>
cinema-name: هیلتون <box>355 744 384 756</box>
cinema-program: نقشه ۵۰۴ - دوبله بفارسی - دانی‌تل ۱۱-۹ ۷-۵ ۳ <box>134 1122 339 1134</box>
cinema-listing: ب . ب — بلای جان مردها - اسکوپ - رنگی - دوبله بفارسی - جین‌مانسفیلد ۱۰-۸ ۶-۴ ۲ <box>12 291 384 316</box>
spec-label: محصول فعلی <box>1220 925 1284 938</box>
cinema-listing: فیروزه — زنها فرشتهاند - فرانک - فردین ۱۰-۸ ۶-۴ ۲ تلفن ۷۴۲۱۵ <box>100 885 384 897</box>
cinema-listing: سینما جاوید — رفیق جانی - پرفسور کم حافظه - دوبله بفارسی - فرد مک‌موری ۱۱-۹ ۷-۵ ۳ تلفن ۵۸۶۱۲ <box>12 426 384 451</box>
industries-body: بطوریکه اطلاع حاصل شد وزارت دارائی و اداره کل قند وشکر خواسته‌اند کارخانه تصفیه شکر اهواز را که مدتی است تعطیل شده مجدداً بکار اندازند. این کارخانه که در زمان خود یکی از مراکز مهم صنعتی خوزستان بود با تعمیرات مختصر آماده کار خواهد شد و عده زیادی از کارگران سابق دوباره بکار مشغول میشوند. با راه افتادن این کارخانه قسمتی از احتیاجات کشور به شکر تصفیه شده از داخل تأمین خواهد گردید و از خروج ارز جلوگیری خواهد شد. <box>1296 105 1518 244</box>
cinema-section <box>12 58 384 2020</box>
cinema-program: ازاینجاتاابدیت - اسکوپ - دوبله بفارسی - برت لنکستر ۱۰-۸ ۶-۴ ۲ تلفن ۲۶۴۶۸ <box>12 577 384 602</box>
cinema-name: تاج <box>371 901 384 913</box>
cinema-listing: اسکالا — من از ارث بابام میخوام - رنگی - دوبله بفارسی - بوب‌هوپ ۱۰-۸ ۶-۴ ۲ تلفن ۷۵۸۸۸ <box>12 233 384 258</box>
sub-good-zipper: عوامل ساخت زیپ خوب <box>1124 1252 1266 1266</box>
feature-col3: حالیکه اغلب کارخانجات زیپ‌سازی جهان بعلت گرانی مزد کارگر زیپ را از نوع ماشینی تولید میکنند در ایران هنوز کارگاههای کوچک بسیاری وجود دارد که زیپ را با دست و با وسایل ابتدائی میسازند. محصول این کارگاهها اغلب نامرغوب است و همین امر سبب شده که مردم به زیپ ایرانی اعتماد نداشته باشند. آزمایشگاه کارخانه هر روز نمونه‌هائی از محصولات را آزمایش میکند و از نظر استحکام و دوام مورد بررسی قرار میدهد. زیپ‌هائی که از آزمایش موفق بیرون نیایند از بازار خارج میشوند. <box>932 1296 1102 1505</box>
industries-title: صنایع <box>1456 56 1518 81</box>
cinema-program: مشعل پیروزی - دوبله بفارسی ۱۱-۹ ۷-۵ ۳ تلفن ۲۷۸۶۲ <box>111 776 348 788</box>
companies-title: شرکتها <box>1296 624 1518 657</box>
cinema-name: فری <box>364 776 384 788</box>
sub-covered-zipper: زیپ پوشیده <box>538 1600 610 1614</box>
cinema-name: فلور <box>365 1026 384 1038</box>
svg-text:اطلاعات: اطلاعات <box>1008 76 1048 89</box>
cinema-listing: میامی — ترس و تاریکی - فارسی - فرانک - متوسلانی - ویگن ۱۰-۸ ۶-۴ ۲ تلفن ۲۶۲۲۹ <box>12 696 384 708</box>
cinema-name: مشعل <box>355 1122 384 1134</box>
